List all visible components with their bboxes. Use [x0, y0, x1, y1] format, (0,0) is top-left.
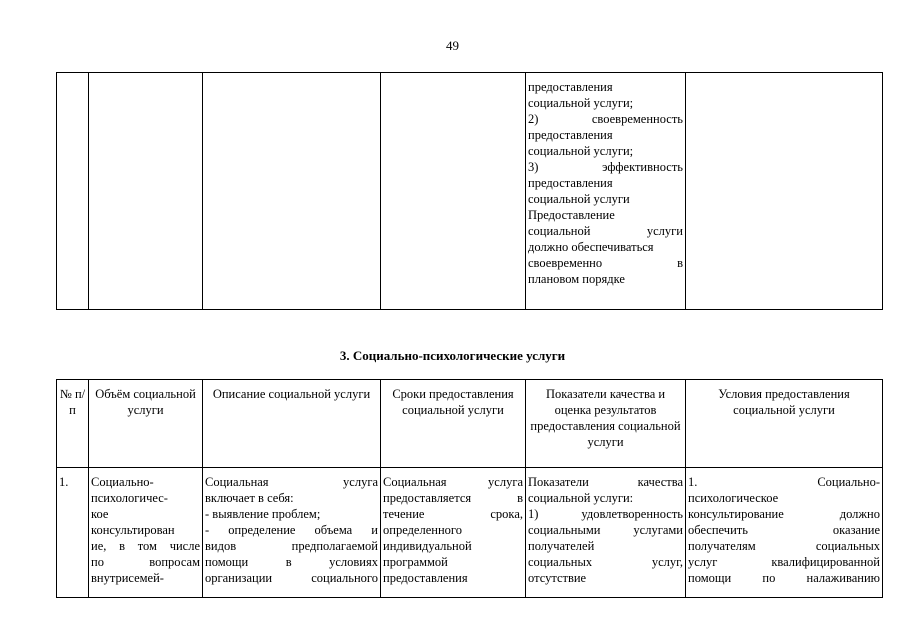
- cell-empty: [57, 73, 89, 310]
- text-line: Социальная услуга: [205, 475, 378, 489]
- cell-service-description: [203, 468, 381, 598]
- continuation-table: [56, 72, 883, 310]
- text-line: внутрисемей-: [91, 571, 164, 585]
- cell-empty: [686, 73, 883, 310]
- text-line: психологическое: [688, 491, 779, 505]
- header-service-conditions: Условия предоставления социальной услуги: [686, 380, 883, 468]
- text-line: помощи по налаживанию: [688, 571, 880, 585]
- text-line: включает в себя:: [205, 491, 294, 505]
- text-line: социальной услуги;: [528, 96, 634, 110]
- header-service-volume: Объём социальной услуги: [89, 380, 203, 468]
- text-line: Предоставление: [528, 208, 615, 222]
- text-line: получателей: [528, 539, 595, 553]
- text-line: предоставляется в: [383, 491, 523, 505]
- text-line: течение срока,: [383, 507, 523, 521]
- table-row: [57, 73, 883, 310]
- cell-quality-indicators-continued: [526, 73, 686, 310]
- text-line: обеспечить оказание: [688, 523, 880, 537]
- header-service-terms: Сроки предоставления социальной услуги: [381, 380, 526, 468]
- text-line: социальной услуги: [528, 224, 683, 238]
- text-line: организации социального: [205, 571, 378, 585]
- text-line: услуг квалифицированной: [688, 555, 880, 569]
- text-line: предоставления: [383, 571, 468, 585]
- text-line: Социально-: [91, 475, 154, 489]
- text-line: по вопросам: [91, 555, 200, 569]
- services-table: [56, 379, 883, 598]
- text-line: плановом порядке: [528, 272, 625, 286]
- text-line: должно обеспечиваться: [528, 240, 654, 254]
- text-line: помощи в условиях: [205, 555, 378, 569]
- text-line: определенного: [383, 523, 462, 537]
- header-service-description: Описание социальной услуги: [203, 380, 381, 468]
- text-line: социальной услуги;: [528, 144, 634, 158]
- header-number: № п/п: [57, 380, 89, 468]
- page-number: 49: [446, 38, 459, 53]
- table-header-row: [57, 380, 883, 468]
- text-line: предоставления: [528, 80, 613, 94]
- cell-number: 1.: [57, 468, 89, 598]
- text-line: - определение объема и: [205, 523, 378, 537]
- text-line: 3) эффективность: [528, 160, 683, 174]
- text-line: предоставления: [528, 176, 613, 190]
- text-line: своевременно в: [528, 256, 683, 270]
- cell-empty: [381, 73, 526, 310]
- text-line: консультирование должно: [688, 507, 880, 521]
- text-line: социальной услуги:: [528, 491, 634, 505]
- cell-quality-indicators: [526, 468, 686, 598]
- text-line: ие, в том числе: [91, 539, 200, 553]
- text-line: отсутствие: [528, 571, 587, 585]
- text-line: 1) удовлетворенность: [528, 507, 683, 521]
- cell-service-volume: [89, 468, 203, 598]
- text-line: видов предполагаемой: [205, 539, 378, 553]
- text-line: предоставления: [528, 128, 613, 142]
- text-line: социальной услуги: [528, 192, 630, 206]
- text-line: - выявление проблем;: [205, 507, 321, 521]
- table-row: [57, 468, 883, 598]
- cell-lines: [526, 73, 685, 287]
- text-line: Показатели качества: [528, 475, 683, 489]
- cell-service-terms: [381, 468, 526, 598]
- text-line: социальными услугами: [528, 523, 683, 537]
- cell-service-conditions: [686, 468, 883, 598]
- text-line: 1. Социально-: [688, 475, 880, 489]
- header-quality-indicators: Показатели качества и оценка результатов предоставления социальной услуги: [526, 380, 686, 468]
- text-line: психологичес-: [91, 491, 168, 505]
- cell-empty: [203, 73, 381, 310]
- text-line: консультирован: [91, 523, 175, 537]
- text-line: социальных услуг,: [528, 555, 683, 569]
- section-title: 3. Социально-психологические услуги: [339, 348, 566, 363]
- cell-empty: [89, 73, 203, 310]
- text-line: индивидуальной: [383, 539, 472, 553]
- text-line: кое: [91, 507, 109, 521]
- text-line: программой: [383, 555, 448, 569]
- text-line: получателям социальных: [688, 539, 880, 553]
- text-line: Социальная услуга: [383, 475, 523, 489]
- text-line: 2) своевременность: [528, 112, 683, 126]
